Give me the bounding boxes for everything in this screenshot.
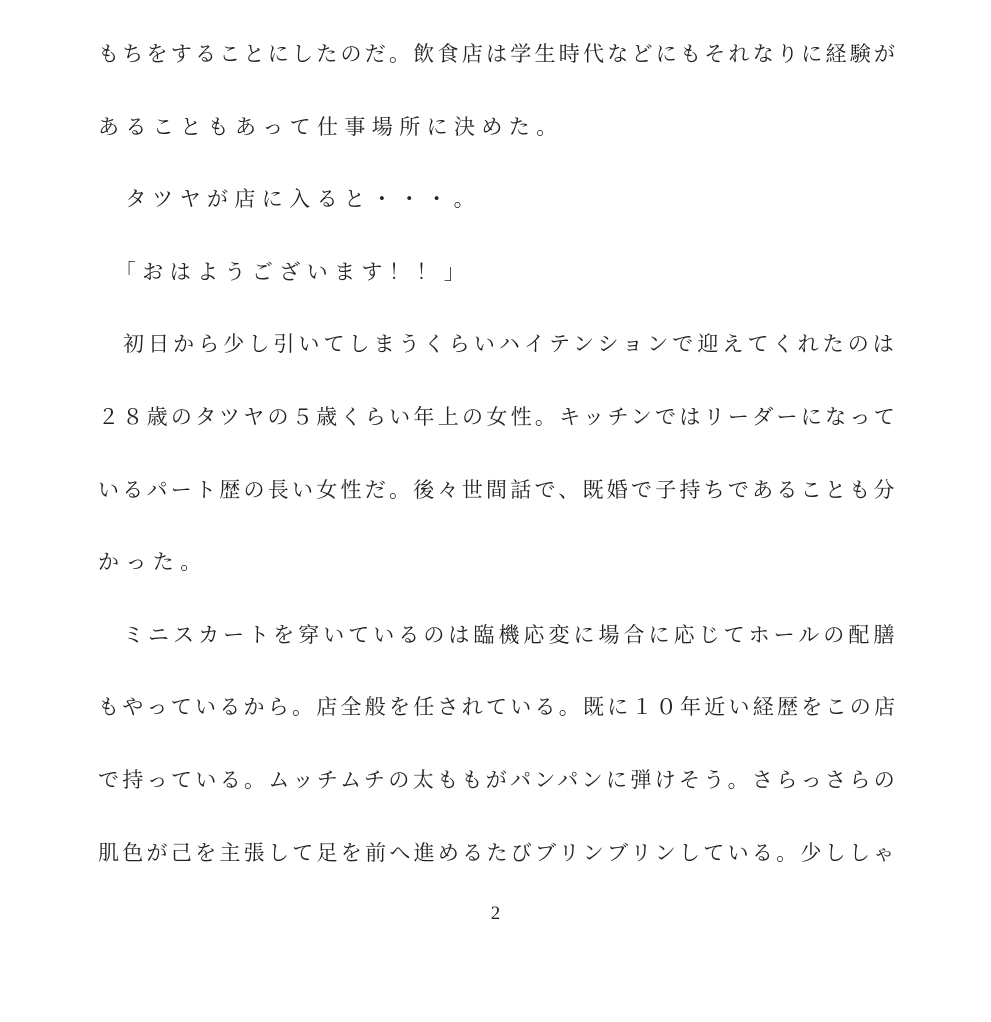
text-line: で持っている。ムッチムチの太ももがパンパンに弾けそう。さらっさらの [98,767,899,792]
text-line: かった。 [98,550,208,575]
page-number: 2 [490,903,501,924]
text-line: ２８歳のタツヤの５歳くらい年上の女性。キッチンではリーダーになって [98,404,899,429]
text-line: いるパート歴の長い女性だ。後々世間話で、既婚で子持ちであることも分 [98,477,898,502]
text-line: タツヤが店に入ると・・・。 [98,187,481,212]
text-line: あることもあって仕事場所に決めた。 [98,114,564,139]
text-line: 初日から少し引いてしまうくらいハイテンションで迎えてくれたのは [98,332,898,357]
text-line: もやっているから。店全般を任されている。既に１０年近い経歴をこの店 [98,695,899,720]
text-line: 肌色が己を主張して足を前へ進めるたびブリンブリンしている。少ししゃ [98,840,898,865]
body-text [98,34,899,905]
text-line: もちをすることにしたのだ。飲食店は学生時代などにもそれなりに経験が [98,42,899,66]
text-line: 「おはようございます！！」 [98,259,472,284]
text-line: ミニスカートを穿いているのは臨機応変に場合に応じてホールの配膳 [98,622,899,647]
